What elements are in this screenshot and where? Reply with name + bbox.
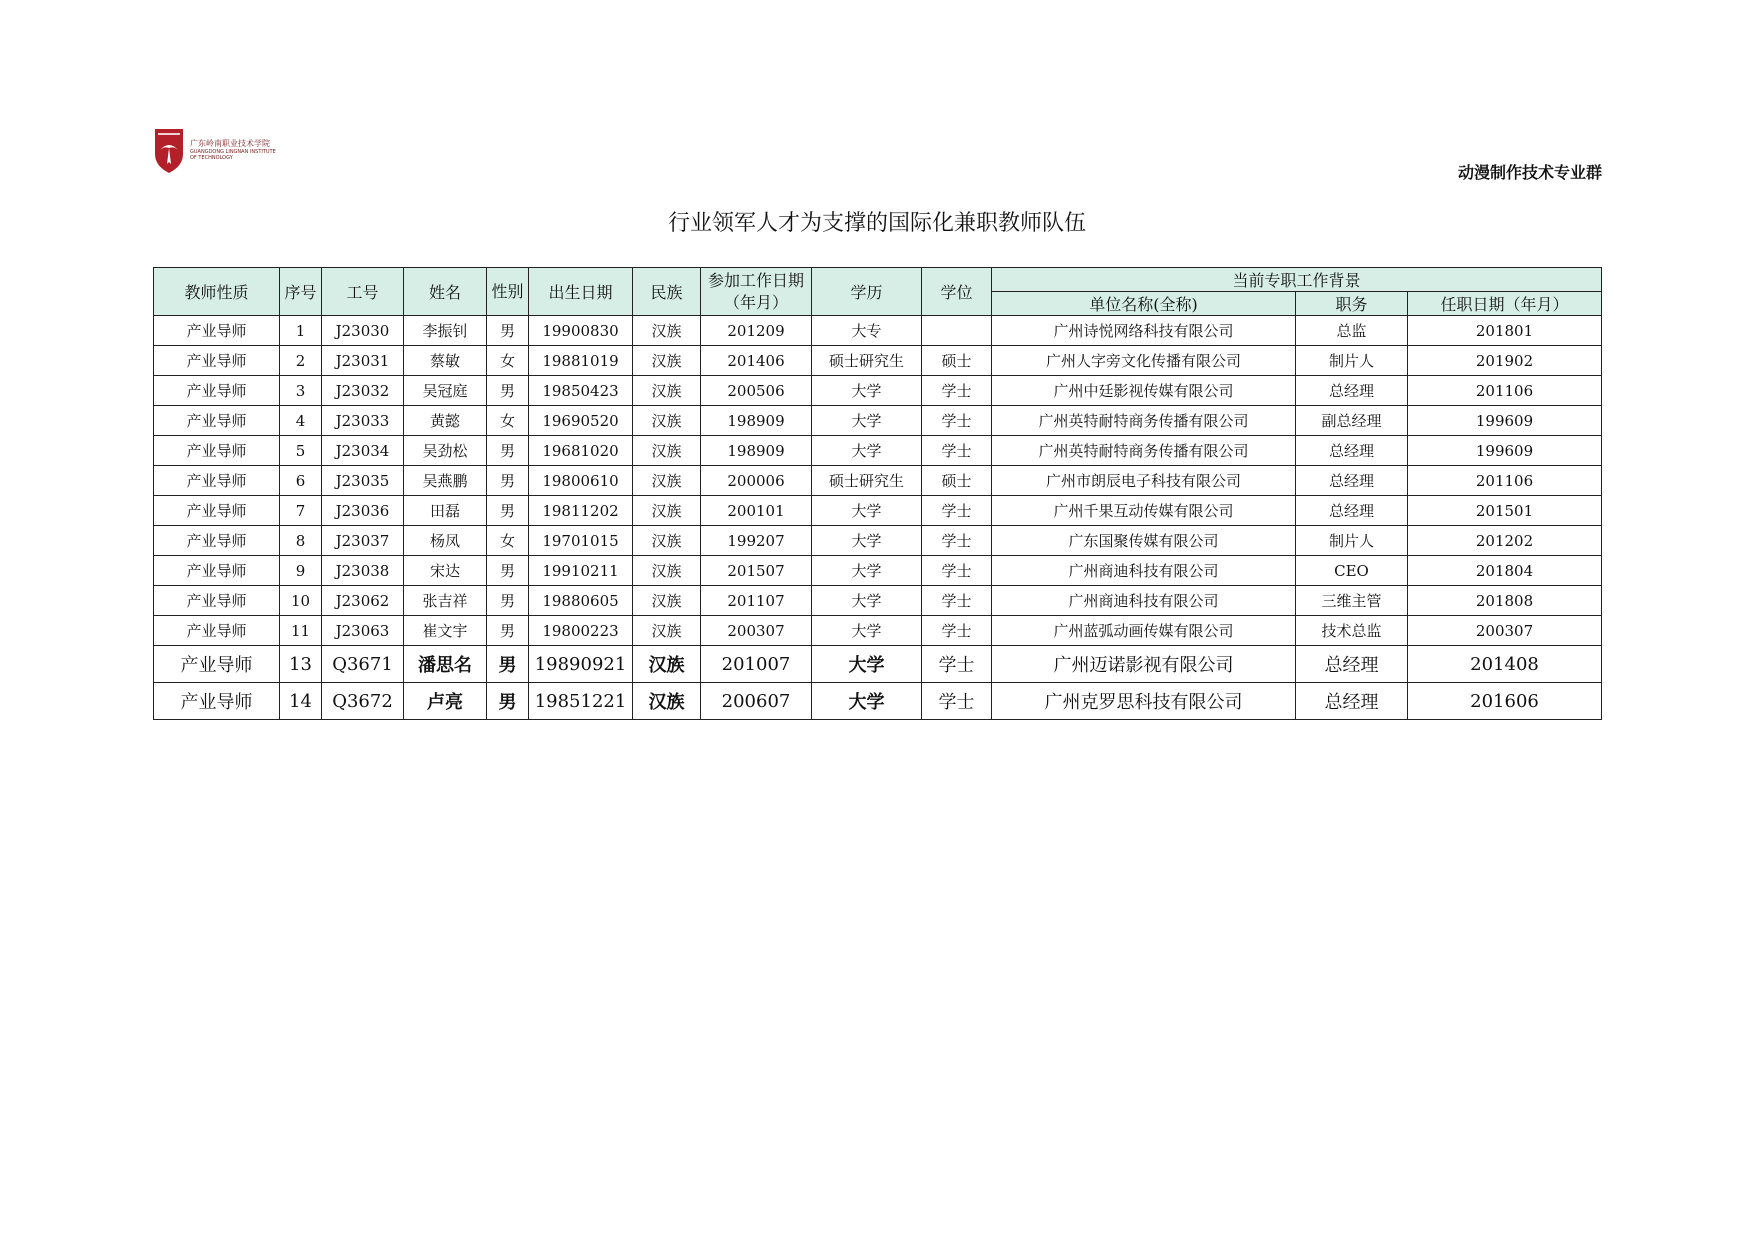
cell-since: 201106: [1408, 376, 1602, 406]
cell-ethnicity: 汉族: [633, 406, 701, 436]
table-row: [154, 556, 1602, 586]
cell-org: 广州克罗思科技有限公司: [992, 683, 1296, 720]
cell-gender: 男: [487, 436, 529, 466]
cell-no: 7: [280, 496, 322, 526]
cell-no: 3: [280, 376, 322, 406]
cell-staff-id: J23033: [322, 406, 404, 436]
cell-ethnicity: 汉族: [633, 466, 701, 496]
cell-degree: 学士: [922, 526, 992, 556]
cell-since: 201804: [1408, 556, 1602, 586]
cell-staff-id: J23035: [322, 466, 404, 496]
header-birth: 出生日期: [529, 268, 633, 316]
cell-no: 8: [280, 526, 322, 556]
table-row: [154, 683, 1602, 720]
cell-since: 201408: [1408, 646, 1602, 683]
cell-org: 广州商迪科技有限公司: [992, 586, 1296, 616]
cell-ethnicity: 汉族: [633, 683, 701, 720]
cell-ethnicity: 汉族: [633, 316, 701, 346]
cell-type: 产业导师: [154, 526, 280, 556]
cell-education: 大学: [812, 556, 922, 586]
cell-ethnicity: 汉族: [633, 556, 701, 586]
cell-position: 总监: [1296, 316, 1408, 346]
cell-education: 大专: [812, 316, 922, 346]
table-row: [154, 646, 1602, 683]
cell-education: 大学: [812, 406, 922, 436]
cell-no: 14: [280, 683, 322, 720]
cell-type: 产业导师: [154, 316, 280, 346]
teacher-table: [153, 267, 1602, 720]
cell-position: 制片人: [1296, 346, 1408, 376]
header-org: 单位名称(全称): [992, 292, 1296, 316]
cell-education: 大学: [812, 683, 922, 720]
cell-type: 产业导师: [154, 406, 280, 436]
cell-since: 199609: [1408, 406, 1602, 436]
header-gender: 性别: [487, 268, 529, 316]
cell-education: 大学: [812, 526, 922, 556]
cell-ethnicity: 汉族: [633, 646, 701, 683]
cell-org: 广州千果互动传媒有限公司: [992, 496, 1296, 526]
cell-staff-id: Q3672: [322, 683, 404, 720]
cell-gender: 男: [487, 646, 529, 683]
cell-type: 产业导师: [154, 376, 280, 406]
cell-degree: 学士: [922, 406, 992, 436]
cell-no: 4: [280, 406, 322, 436]
cell-degree: 学士: [922, 496, 992, 526]
cell-education: 大学: [812, 496, 922, 526]
college-logo: [154, 128, 284, 176]
cell-org: 广州英特耐特商务传播有限公司: [992, 436, 1296, 466]
cell-position: 技术总监: [1296, 616, 1408, 646]
cell-name: 田磊: [404, 496, 487, 526]
cell-birth: 19681020: [529, 436, 633, 466]
cell-education: 硕士研究生: [812, 466, 922, 496]
cell-no: 10: [280, 586, 322, 616]
cell-type: 产业导师: [154, 436, 280, 466]
cell-staff-id: J23030: [322, 316, 404, 346]
cell-since: 201801: [1408, 316, 1602, 346]
cell-name: 卢亮: [404, 683, 487, 720]
cell-type: 产业导师: [154, 556, 280, 586]
cell-work-start: 201406: [701, 346, 812, 376]
cell-since: 201106: [1408, 466, 1602, 496]
cell-position: 制片人: [1296, 526, 1408, 556]
cell-no: 6: [280, 466, 322, 496]
cell-gender: 男: [487, 616, 529, 646]
college-name-en: GUANGDONG LINGNAN INSTITUTE OF TECHNOLOGY: [190, 149, 276, 161]
table-row: [154, 316, 1602, 346]
cell-ethnicity: 汉族: [633, 436, 701, 466]
page-title: 行业领军人才为支撑的国际化兼职教师队伍: [667, 211, 1086, 236]
cell-type: 产业导师: [154, 586, 280, 616]
college-emblem-icon: [154, 128, 184, 174]
cell-ethnicity: 汉族: [633, 346, 701, 376]
cell-staff-id: J23037: [322, 526, 404, 556]
table-row: [154, 466, 1602, 496]
cell-since: 201902: [1408, 346, 1602, 376]
table-row: [154, 496, 1602, 526]
header-degree: 学位: [922, 268, 992, 316]
header-education: 学历: [812, 268, 922, 316]
cell-work-start: 200101: [701, 496, 812, 526]
cell-org: 广州商迪科技有限公司: [992, 556, 1296, 586]
cell-org: 广州蓝弧动画传媒有限公司: [992, 616, 1296, 646]
cell-work-start: 198909: [701, 436, 812, 466]
cell-degree: 学士: [922, 436, 992, 466]
cell-degree: 硕士: [922, 466, 992, 496]
cell-ethnicity: 汉族: [633, 616, 701, 646]
table-row: [154, 586, 1602, 616]
cell-name: 吴劲松: [404, 436, 487, 466]
cell-birth: 19881019: [529, 346, 633, 376]
college-name-cn: 广东岭南职业技术学院: [190, 139, 270, 148]
cell-degree: [922, 316, 992, 346]
cell-staff-id: J23032: [322, 376, 404, 406]
table-row: [154, 526, 1602, 556]
cell-staff-id: J23062: [322, 586, 404, 616]
table-row: [154, 616, 1602, 646]
cell-work-start: 201209: [701, 316, 812, 346]
cell-education: 大学: [812, 376, 922, 406]
cell-gender: 男: [487, 683, 529, 720]
cell-no: 11: [280, 616, 322, 646]
cell-position: 总经理: [1296, 466, 1408, 496]
cell-name: 吴燕鹏: [404, 466, 487, 496]
cell-education: 硕士研究生: [812, 346, 922, 376]
cell-birth: 19880605: [529, 586, 633, 616]
cell-birth: 19900830: [529, 316, 633, 346]
cell-since: 201808: [1408, 586, 1602, 616]
cell-gender: 男: [487, 376, 529, 406]
cell-since: 201606: [1408, 683, 1602, 720]
cell-work-start: 200006: [701, 466, 812, 496]
cell-type: 产业导师: [154, 466, 280, 496]
cell-org: 广州迈诺影视有限公司: [992, 646, 1296, 683]
cell-birth: 19811202: [529, 496, 633, 526]
table-row: [154, 376, 1602, 406]
cell-since: 199609: [1408, 436, 1602, 466]
cell-degree: 学士: [922, 586, 992, 616]
table-row: [154, 346, 1602, 376]
cell-position: 总经理: [1296, 646, 1408, 683]
cell-staff-id: J23038: [322, 556, 404, 586]
cell-birth: 19800223: [529, 616, 633, 646]
table-row: [154, 406, 1602, 436]
cell-work-start: 201107: [701, 586, 812, 616]
cell-staff-id: J23034: [322, 436, 404, 466]
header-ethnicity: 民族: [633, 268, 701, 316]
teacher-table-body: [154, 316, 1602, 720]
cell-ethnicity: 汉族: [633, 376, 701, 406]
cell-org: 广州人字旁文化传播有限公司: [992, 346, 1296, 376]
cell-org: 广州诗悦网络科技有限公司: [992, 316, 1296, 346]
cell-org: 广州英特耐特商务传播有限公司: [992, 406, 1296, 436]
header-no: 序号: [280, 268, 322, 316]
cell-name: 宋达: [404, 556, 487, 586]
cell-no: 2: [280, 346, 322, 376]
cell-degree: 学士: [922, 646, 992, 683]
cell-gender: 男: [487, 466, 529, 496]
cell-no: 13: [280, 646, 322, 683]
cell-gender: 女: [487, 526, 529, 556]
cell-birth: 19701015: [529, 526, 633, 556]
cell-degree: 学士: [922, 556, 992, 586]
cell-birth: 19890921: [529, 646, 633, 683]
cell-position: 总经理: [1296, 496, 1408, 526]
cell-gender: 男: [487, 496, 529, 526]
cell-position: 副总经理: [1296, 406, 1408, 436]
cell-gender: 男: [487, 586, 529, 616]
cell-no: 5: [280, 436, 322, 466]
cell-position: CEO: [1296, 556, 1408, 586]
cell-education: 大学: [812, 586, 922, 616]
cell-position: 总经理: [1296, 683, 1408, 720]
cell-staff-id: J23036: [322, 496, 404, 526]
cell-birth: 19800610: [529, 466, 633, 496]
header-type: 教师性质: [154, 268, 280, 316]
header-since: 任职日期（年月）: [1408, 292, 1602, 316]
cell-staff-id: J23031: [322, 346, 404, 376]
cell-name: 潘思名: [404, 646, 487, 683]
department-label: 动漫制作技术专业群: [1457, 163, 1602, 182]
cell-degree: 学士: [922, 376, 992, 406]
cell-education: 大学: [812, 436, 922, 466]
cell-ethnicity: 汉族: [633, 496, 701, 526]
cell-org: 广东国聚传媒有限公司: [992, 526, 1296, 556]
header-work-start: 参加工作日期（年月）: [701, 268, 812, 316]
cell-name: 李振钊: [404, 316, 487, 346]
cell-name: 吴冠庭: [404, 376, 487, 406]
header-position: 职务: [1296, 292, 1408, 316]
cell-org: 广州市朗辰电子科技有限公司: [992, 466, 1296, 496]
cell-gender: 女: [487, 406, 529, 436]
cell-position: 三维主管: [1296, 586, 1408, 616]
cell-work-start: 201507: [701, 556, 812, 586]
cell-name: 蔡敏: [404, 346, 487, 376]
cell-name: 杨凤: [404, 526, 487, 556]
cell-work-start: 200506: [701, 376, 812, 406]
cell-type: 产业导师: [154, 496, 280, 526]
cell-work-start: 200607: [701, 683, 812, 720]
cell-work-start: 198909: [701, 406, 812, 436]
cell-no: 1: [280, 316, 322, 346]
cell-position: 总经理: [1296, 376, 1408, 406]
cell-gender: 男: [487, 556, 529, 586]
cell-education: 大学: [812, 646, 922, 683]
cell-work-start: 201007: [701, 646, 812, 683]
cell-org: 广州中廷影视传媒有限公司: [992, 376, 1296, 406]
cell-birth: 19910211: [529, 556, 633, 586]
cell-birth: 19850423: [529, 376, 633, 406]
cell-degree: 学士: [922, 616, 992, 646]
header-staff-id: 工号: [322, 268, 404, 316]
table-row: [154, 436, 1602, 466]
cell-no: 9: [280, 556, 322, 586]
cell-since: 201202: [1408, 526, 1602, 556]
cell-gender: 女: [487, 346, 529, 376]
cell-type: 产业导师: [154, 646, 280, 683]
cell-gender: 男: [487, 316, 529, 346]
cell-degree: 学士: [922, 683, 992, 720]
cell-staff-id: J23063: [322, 616, 404, 646]
cell-degree: 硕士: [922, 346, 992, 376]
cell-staff-id: Q3671: [322, 646, 404, 683]
cell-type: 产业导师: [154, 346, 280, 376]
cell-type: 产业导师: [154, 616, 280, 646]
cell-name: 黄懿: [404, 406, 487, 436]
cell-ethnicity: 汉族: [633, 586, 701, 616]
header-name: 姓名: [404, 268, 487, 316]
cell-position: 总经理: [1296, 436, 1408, 466]
header-background: 当前专职工作背景: [992, 268, 1602, 292]
cell-education: 大学: [812, 616, 922, 646]
cell-work-start: 199207: [701, 526, 812, 556]
cell-type: 产业导师: [154, 683, 280, 720]
cell-since: 201501: [1408, 496, 1602, 526]
cell-birth: 19851221: [529, 683, 633, 720]
cell-name: 崔文宇: [404, 616, 487, 646]
cell-name: 张吉祥: [404, 586, 487, 616]
cell-work-start: 200307: [701, 616, 812, 646]
cell-birth: 19690520: [529, 406, 633, 436]
cell-since: 200307: [1408, 616, 1602, 646]
cell-ethnicity: 汉族: [633, 526, 701, 556]
